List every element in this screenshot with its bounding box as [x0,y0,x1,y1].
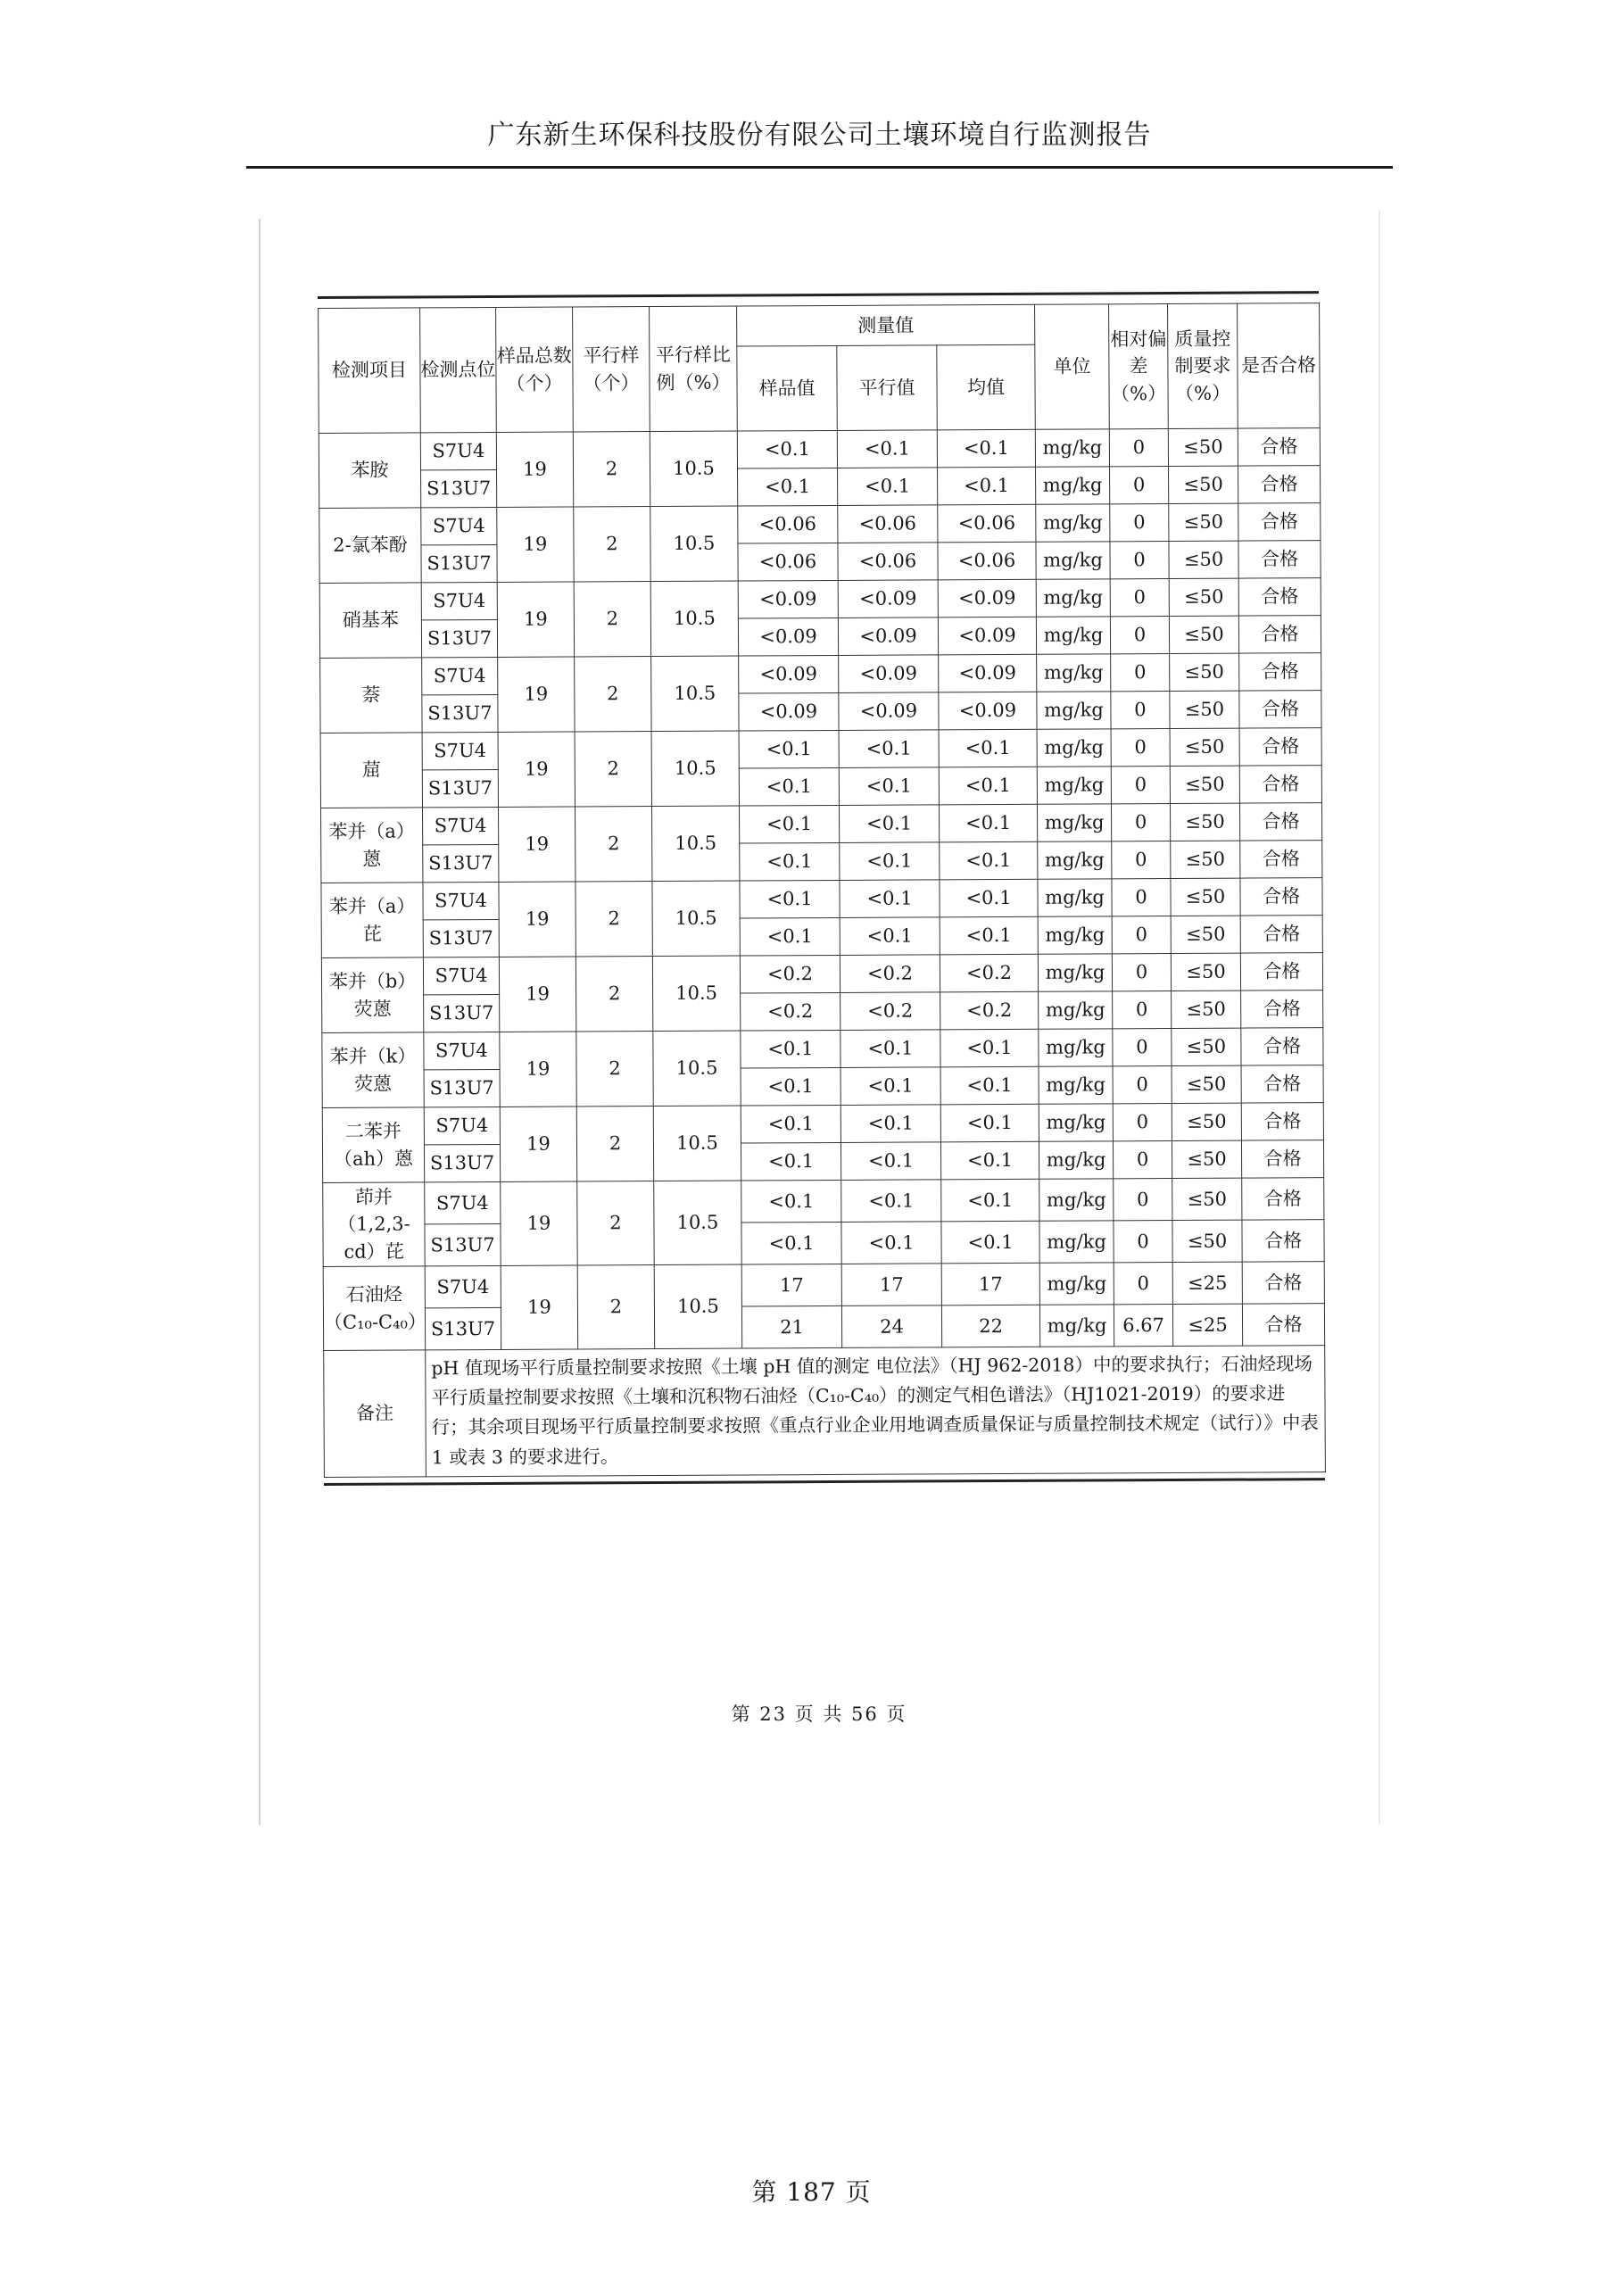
mean-value-cell: <0.1 [940,841,1038,880]
parallel-value-cell: <0.1 [840,1142,940,1181]
total-cell: 19 [496,432,573,507]
parallel-value-cell: <0.09 [839,692,939,731]
parallel-value-cell: <0.1 [840,1067,940,1106]
unit-cell: mg/kg [1039,991,1113,1029]
result-cell: 合格 [1240,953,1322,991]
table-row [319,616,1321,659]
qc-req-cell: ≤50 [1172,1103,1241,1140]
point-cell: S7U4 [425,1265,501,1307]
parallel-count-cell: 2 [577,1181,654,1265]
sample-value-cell: <0.1 [741,1067,840,1106]
point-cell: S7U4 [421,507,497,544]
unit-cell: mg/kg [1038,879,1112,916]
parallel-count-cell: 2 [576,1107,653,1181]
item-name-cell: 苯并（a）蒽 [321,808,423,883]
table-row [320,766,1321,808]
qc-req-cell: ≤50 [1172,1028,1241,1065]
item-name-cell: 二苯并（ah）蒽 [322,1107,424,1183]
parallel-value-cell: <0.1 [840,1030,940,1068]
qc-req-cell: ≤50 [1172,1178,1242,1220]
total-cell: 19 [499,807,576,882]
mean-value-cell: <0.09 [938,617,1036,655]
sample-value-cell: <0.09 [738,580,838,618]
qc-req-cell: ≤50 [1170,728,1239,766]
unit-cell: mg/kg [1038,804,1112,841]
ratio-cell: 10.5 [651,731,739,807]
unit-cell: mg/kg [1039,1179,1114,1221]
rel-dev-cell: 0 [1110,542,1169,579]
remark-text: pH 值现场平行质量控制要求按照《土壤 pH 值的测定 电位法》（HJ 962-2018）中的要求执行；石油烃现场平行质量控制要求按照《土壤和沉积物石油烃（C₁₀-C₄₀）的测定气相色谱法》（HJ1021-2019）的要求进行；其余项目现场平行质量控制要求按照《重点行业企业用地调查质量保证与质量控制技术规定（试行）》中表 1 或表 3 的要求进行。 [426,1346,1326,1477]
mean-value-cell: <0.2 [940,991,1039,1030]
result-cell: 合格 [1238,616,1321,653]
qc-req-cell: ≤50 [1169,503,1238,541]
qc-req-cell: ≤50 [1169,616,1238,653]
total-cell: 19 [498,657,575,732]
result-cell: 合格 [1238,466,1321,503]
unit-cell: mg/kg [1038,841,1112,879]
item-name-cell: 苯并（a）芘 [321,883,423,958]
result-cell: 合格 [1238,541,1321,578]
item-name-cell: 2-氯苯酚 [319,508,421,584]
rel-dev-cell: 6.67 [1114,1304,1172,1346]
parallel-count-cell: 2 [575,807,651,882]
sample-value-cell: <0.09 [739,692,839,731]
mean-value-cell: 22 [941,1305,1039,1347]
unit-cell: mg/kg [1037,767,1111,804]
unit-cell: mg/kg [1036,504,1110,542]
point-cell: S7U4 [422,732,498,769]
qc-req-cell: ≤50 [1171,953,1240,991]
result-cell: 合格 [1241,1028,1323,1065]
ratio-cell: 10.5 [652,881,740,957]
col-header-mean-value: 均值 [937,344,1036,430]
qc-req-cell: ≤50 [1168,428,1238,466]
rel-dev-cell: 0 [1110,467,1169,504]
col-header-unit: 单位 [1035,304,1110,429]
unit-cell: mg/kg [1036,542,1110,579]
total-cell: 19 [497,507,574,582]
point-cell: S13U7 [422,769,498,807]
col-header-pass: 是否合格 [1238,303,1321,428]
unit-cell: mg/kg [1039,1221,1114,1263]
point-cell: S7U4 [424,1107,500,1144]
sample-value-cell: <0.1 [741,1105,840,1143]
table-row [321,953,1322,996]
rel-dev-cell: 0 [1111,767,1170,804]
table-row [319,578,1321,621]
unit-cell: mg/kg [1037,654,1111,692]
sample-value-cell: <0.1 [739,805,839,843]
point-cell: S13U7 [425,1223,501,1265]
mean-value-cell: <0.09 [938,579,1036,618]
col-header-point: 检测点位 [420,307,497,432]
qc-req-cell: ≤50 [1171,841,1240,878]
mean-value-cell: <0.09 [939,692,1037,730]
rel-dev-cell: 0 [1112,804,1171,841]
unit-cell: mg/kg [1038,954,1112,991]
table-row [323,1220,1324,1267]
rel-dev-cell: 0 [1113,1029,1172,1066]
ratio-cell: 10.5 [651,656,739,732]
result-cell: 合格 [1239,691,1321,728]
sample-value-cell: <0.1 [741,1030,840,1068]
parallel-count-cell: 2 [576,957,652,1032]
parallel-value-cell: <0.1 [839,805,939,843]
mean-value-cell: <0.1 [939,804,1037,842]
quality-control-table [318,303,1326,1478]
result-cell: 合格 [1242,1178,1324,1220]
qc-req-cell: ≤50 [1170,691,1239,728]
rel-dev-cell: 0 [1111,729,1170,767]
sample-value-cell: <0.09 [738,618,838,656]
sample-value-cell: <0.1 [739,730,839,768]
parallel-count-cell: 2 [574,507,650,582]
point-cell: S13U7 [421,544,497,582]
result-cell: 合格 [1240,803,1322,841]
result-cell: 合格 [1241,1065,1323,1103]
table-row [319,541,1321,584]
parallel-count-cell: 2 [575,657,651,732]
sample-value-cell: <0.06 [738,543,838,581]
table-row [321,878,1322,921]
sample-value-cell: <0.1 [740,842,840,881]
item-name-cell: 苯并（b）荧蒽 [321,957,423,1033]
ratio-cell: 10.5 [653,1106,741,1181]
rel-dev-cell: 0 [1113,991,1172,1029]
point-cell: S7U4 [423,882,499,919]
mean-value-cell: <0.1 [941,1179,1039,1222]
parallel-value-cell: <0.09 [839,655,939,693]
item-name-cell: 苯胺 [319,433,420,509]
sample-value-cell: <0.1 [739,767,839,806]
rel-dev-cell: 0 [1109,429,1168,467]
table-row [319,503,1321,546]
mean-value-cell: <0.06 [938,542,1036,580]
unit-cell: mg/kg [1038,916,1112,954]
rel-dev-cell: 0 [1112,916,1171,954]
col-header-item: 检测项目 [319,308,421,434]
ratio-cell: 10.5 [650,506,738,582]
qc-req-cell: ≤50 [1169,578,1238,616]
unit-cell: mg/kg [1035,429,1109,467]
col-header-measured: 测量值 [737,304,1035,346]
report-header-title: 广东新生环保科技股份有限公司土壤环境自行监测报告 [487,120,1152,151]
total-cell: 19 [500,1032,576,1107]
qc-req-cell: ≤50 [1170,766,1239,803]
parallel-count-cell: 2 [577,1265,654,1349]
mean-value-cell: <0.1 [940,1141,1039,1180]
sample-value-cell: <0.1 [740,880,840,918]
unit-cell: mg/kg [1036,579,1110,617]
point-cell: S7U4 [422,657,498,694]
rel-dev-cell: 0 [1113,1066,1172,1104]
qc-req-cell: ≤50 [1171,916,1240,953]
inner-page-number: 第 23 页 共 56 页 [731,1703,907,1725]
table-row [319,466,1321,509]
total-cell: 19 [497,582,574,657]
table-row [322,991,1323,1033]
col-header-ratio: 平行样比例（%） [650,306,738,432]
parallel-value-cell: <0.2 [840,955,940,993]
ratio-cell: 10.5 [654,1181,741,1265]
point-cell: S13U7 [421,619,497,657]
table-row [319,428,1320,471]
point-cell: S7U4 [424,1032,500,1069]
ratio-cell: 10.5 [651,806,739,882]
sample-value-cell: 21 [741,1305,841,1348]
item-name-cell: 萘 [320,658,422,734]
point-cell: S13U7 [423,844,499,882]
parallel-value-cell: <0.1 [840,1105,940,1143]
col-header-qc-req: 质量控制要求（%） [1168,303,1238,428]
table-row [321,916,1322,958]
mean-value-cell: <0.06 [938,504,1036,543]
rel-dev-cell: 0 [1114,1220,1172,1262]
sample-value-cell: 17 [741,1264,841,1306]
parallel-value-cell: <0.09 [838,580,938,618]
mean-value-cell: <0.2 [940,954,1038,992]
result-cell: 合格 [1238,503,1321,541]
table-row [321,803,1322,846]
parallel-count-cell: 2 [574,582,650,657]
total-cell: 19 [499,957,576,1032]
scan-edge-right [1379,210,1380,1825]
rel-dev-cell: 0 [1110,579,1169,617]
point-cell: S7U4 [421,582,497,619]
table-row [322,1103,1323,1146]
parallel-value-cell: <0.06 [838,543,938,581]
parallel-value-cell: <0.06 [838,505,938,543]
mean-value-cell: <0.1 [937,429,1035,468]
table-row [323,1304,1324,1351]
result-cell: 合格 [1240,841,1322,878]
mean-value-cell: <0.1 [938,467,1036,505]
sample-value-cell: <0.1 [741,1180,841,1223]
parallel-value-cell: <0.2 [840,992,940,1031]
col-header-sample-value: 样品值 [737,345,837,431]
rel-dev-cell: 0 [1114,1262,1172,1304]
result-cell: 合格 [1242,1220,1324,1262]
parallel-value-cell: <0.1 [840,917,940,956]
parallel-value-cell: <0.1 [840,880,940,918]
table-row [323,1262,1324,1309]
unit-cell: mg/kg [1039,1305,1114,1347]
qc-req-cell: ≤50 [1169,541,1238,578]
point-cell: S13U7 [421,469,497,507]
parallel-value-cell: <0.1 [840,842,940,881]
table-row [322,1140,1323,1183]
ratio-cell: 10.5 [650,431,737,507]
table-bottom-rule [324,1478,1325,1486]
sample-value-cell: <0.2 [740,955,840,993]
result-cell: 合格 [1238,578,1321,616]
scanned-page [318,291,1327,1486]
parallel-value-cell: <0.1 [839,767,939,806]
remark-label: 备注 [324,1350,426,1477]
parallel-count-cell: 2 [576,1032,653,1107]
rel-dev-cell: 0 [1113,1104,1172,1141]
table-row [323,1178,1324,1225]
result-cell: 合格 [1239,728,1321,766]
ratio-cell: 10.5 [652,956,740,1032]
qc-req-cell: ≤50 [1172,1065,1241,1103]
qc-req-cell: ≤50 [1171,878,1240,916]
total-cell: 19 [499,882,576,957]
mean-value-cell: <0.1 [940,879,1038,917]
mean-value-cell: 17 [941,1263,1039,1305]
point-cell: S13U7 [424,994,500,1032]
sample-value-cell: <0.1 [741,1142,840,1181]
item-name-cell: 茚并（1,2,3-cd）芘 [323,1182,425,1267]
item-name-cell: 䓛 [320,733,422,808]
rel-dev-cell: 0 [1111,654,1170,692]
mean-value-cell: <0.09 [939,654,1037,692]
qc-req-cell: ≤25 [1172,1304,1242,1346]
mean-value-cell: <0.1 [940,1066,1039,1105]
table-top-rule [318,291,1319,299]
rel-dev-cell: 0 [1114,1178,1172,1220]
point-cell: S7U4 [420,432,496,469]
table-row [322,1028,1323,1071]
parallel-value-cell: <0.09 [838,618,938,656]
result-cell: 合格 [1239,653,1321,691]
result-cell: 合格 [1239,766,1321,803]
sample-value-cell: <0.2 [741,992,840,1031]
point-cell: S13U7 [424,1069,500,1107]
total-cell: 19 [501,1265,577,1349]
col-header-parallel-value: 平行值 [837,345,937,431]
parallel-value-cell: <0.1 [841,1222,941,1264]
item-name-cell: 苯并（k）荧蒽 [322,1032,424,1108]
rel-dev-cell: 0 [1113,1140,1172,1178]
col-header-parallel-count: 平行样（个） [573,307,650,432]
point-cell: S13U7 [425,1307,501,1349]
sample-value-cell: <0.1 [741,1222,841,1264]
page-number: 第 187 页 [751,2177,872,2207]
mean-value-cell: <0.1 [941,1221,1039,1264]
unit-cell: mg/kg [1039,1104,1113,1141]
col-header-total: 样品总数（个） [496,307,574,432]
rel-dev-cell: 0 [1110,504,1169,542]
unit-cell: mg/kg [1036,617,1110,654]
header-rule [246,166,1393,169]
mean-value-cell: <0.1 [940,1029,1039,1067]
ratio-cell: 10.5 [654,1264,741,1349]
point-cell: S13U7 [423,919,499,957]
parallel-value-cell: <0.1 [839,730,939,768]
table-body [319,428,1324,1351]
parallel-count-cell: 2 [573,432,650,507]
unit-cell: mg/kg [1039,1263,1114,1305]
point-cell: S7U4 [425,1181,501,1223]
qc-req-cell: ≤25 [1172,1262,1242,1304]
result-cell: 合格 [1242,1262,1324,1304]
qc-req-cell: ≤50 [1170,653,1239,691]
point-cell: S13U7 [422,694,498,732]
rel-dev-cell: 0 [1112,954,1171,991]
parallel-value-cell: <0.1 [838,468,938,506]
table-row [321,841,1322,883]
mean-value-cell: <0.1 [939,767,1037,805]
result-cell: 合格 [1241,1140,1323,1178]
rel-dev-cell: 0 [1112,841,1171,879]
ratio-cell: 10.5 [653,1031,741,1107]
qc-req-cell: ≤50 [1172,1140,1241,1178]
unit-cell: mg/kg [1039,1141,1113,1179]
unit-cell: mg/kg [1037,729,1111,767]
result-cell: 合格 [1242,1304,1324,1346]
point-cell: S7U4 [423,807,499,844]
sample-value-cell: <0.1 [737,430,837,468]
scan-edge-left [259,219,261,1825]
unit-cell: mg/kg [1037,692,1111,729]
table-row [320,728,1321,771]
parallel-value-cell: <0.1 [837,430,937,468]
point-cell: S13U7 [424,1144,500,1181]
sample-value-cell: <0.06 [738,505,838,543]
parallel-count-cell: 2 [576,882,652,957]
mean-value-cell: <0.1 [939,729,1037,767]
item-name-cell: 石油烃（C₁₀-C₄₀） [323,1266,425,1351]
total-cell: 19 [501,1181,577,1265]
result-cell: 合格 [1241,991,1323,1028]
table-row [322,1065,1323,1108]
result-cell: 合格 [1240,916,1322,953]
unit-cell: mg/kg [1036,467,1110,504]
parallel-value-cell: <0.1 [841,1180,941,1223]
parallel-value-cell: 17 [841,1264,941,1306]
total-cell: 19 [500,1107,576,1181]
qc-req-cell: ≤50 [1172,991,1241,1028]
col-header-rel-dev: 相对偏差（%） [1109,304,1169,429]
parallel-count-cell: 2 [575,732,651,807]
sample-value-cell: <0.09 [739,655,839,693]
sample-value-cell: <0.1 [738,468,838,506]
table-row [320,691,1321,734]
ratio-cell: 10.5 [650,581,738,657]
unit-cell: mg/kg [1039,1066,1113,1104]
unit-cell: mg/kg [1039,1029,1113,1066]
result-cell: 合格 [1238,428,1320,466]
sample-value-cell: <0.1 [740,917,840,956]
rel-dev-cell: 0 [1112,879,1171,916]
qc-req-cell: ≤50 [1171,803,1240,841]
rel-dev-cell: 0 [1111,692,1170,729]
item-name-cell: 硝基苯 [319,583,421,659]
total-cell: 19 [498,732,575,807]
parallel-value-cell: 24 [841,1305,941,1348]
rel-dev-cell: 0 [1110,617,1169,654]
result-cell: 合格 [1240,878,1322,916]
qc-req-cell: ≤50 [1172,1220,1242,1262]
mean-value-cell: <0.1 [940,1104,1039,1142]
table-row [320,653,1321,696]
point-cell: S7U4 [423,957,499,994]
result-cell: 合格 [1241,1103,1323,1140]
mean-value-cell: <0.1 [940,916,1038,955]
qc-req-cell: ≤50 [1169,466,1238,503]
